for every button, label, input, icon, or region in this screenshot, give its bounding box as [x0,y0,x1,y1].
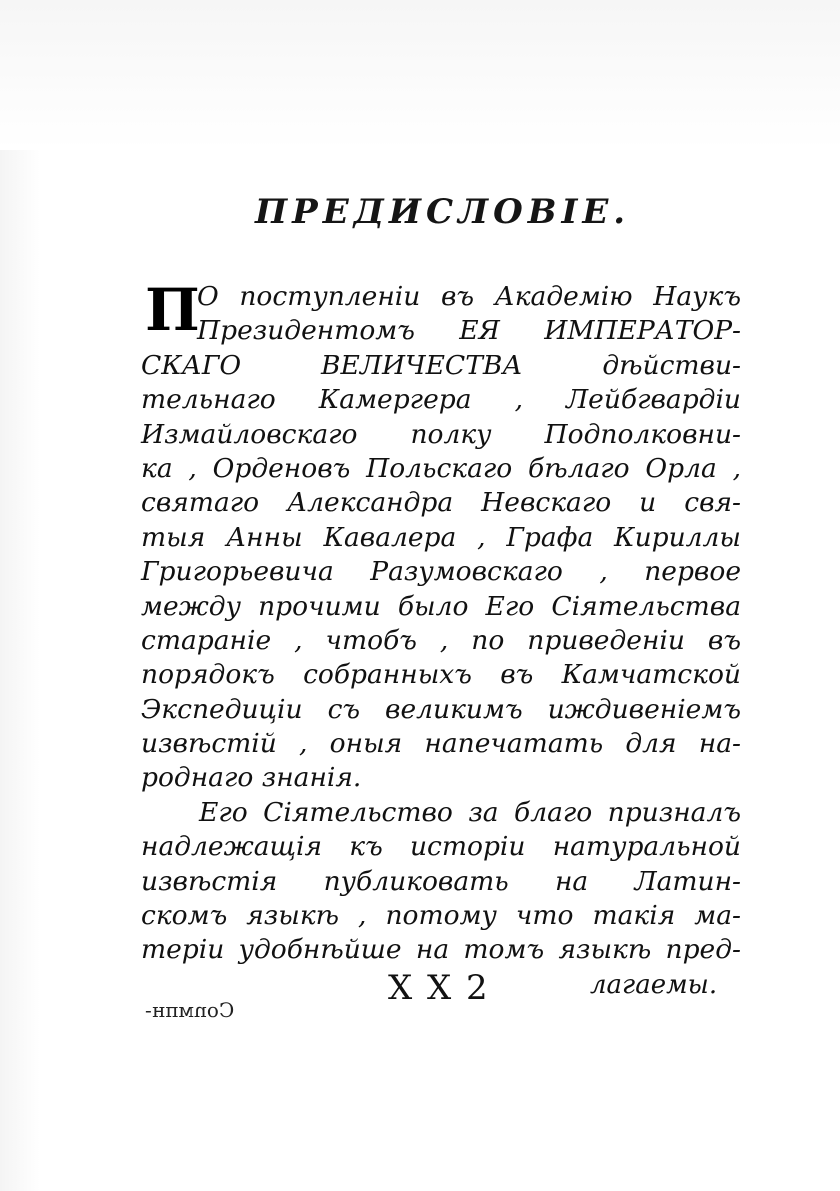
scan-top-shade [0,0,840,150]
text-line: ка , Орденовъ Польскаго бѣлаго Орла , [141,452,741,484]
text-line: роднаго знанія. [141,762,362,794]
text-line: святаго Александра Невскаго и свя- [141,487,741,519]
text-line: Измайловскаго полку Подполковни- [141,418,741,450]
bleed-through-text: Conмпн- [145,998,235,1022]
paragraph-1 [141,276,741,796]
text-line: теріи удобнѣйше на томъ языкѣ пред- [141,934,741,966]
text-line: тельнаго Камергера , Лейбгвардіи [141,384,741,416]
text-line: порядокъ собранныхъ въ Камчатской [141,659,741,691]
text-line: Григорьевича Разумовскаго , первое [141,556,741,588]
signature-mark: X X 2 [388,968,490,1008]
page-heading: ПРЕДИСЛОВІЕ. [255,192,631,232]
text-line: между прочими было Его Сіятельства [141,590,741,622]
text-line: извѣстій , оныя напечатать для на- [141,728,741,760]
catchword: лагаемы. [590,970,718,1000]
text-line: скомъ языкѣ , потому что такія ма- [141,900,741,932]
text-line: Его Сіятельство за благо призналъ [199,796,741,828]
text-line: О поступленіи въ Академію Наукъ [197,281,741,312]
text-line: тыя Анны Кавалера , Графа Кириллы [141,521,741,553]
text-line: стараніе , чтобъ , по приведеніи въ [141,624,741,656]
page-footer [0,968,840,1028]
text-line: Президентомъ ЕЯ ИМПЕРАТОР- [197,315,741,347]
text-line: извѣстія публиковать на Латин- [141,865,741,897]
text-line: надлежащія къ исторіи натуральной [141,831,741,863]
paragraph-2 [141,796,741,968]
body-text [141,276,741,968]
drop-cap: П [145,276,200,344]
text-line: Экспедиціи съ великимъ иждивеніемъ [141,693,741,725]
text-line: СКАГО ВЕЛИЧЕСТВА дѣйстви- [141,349,741,381]
